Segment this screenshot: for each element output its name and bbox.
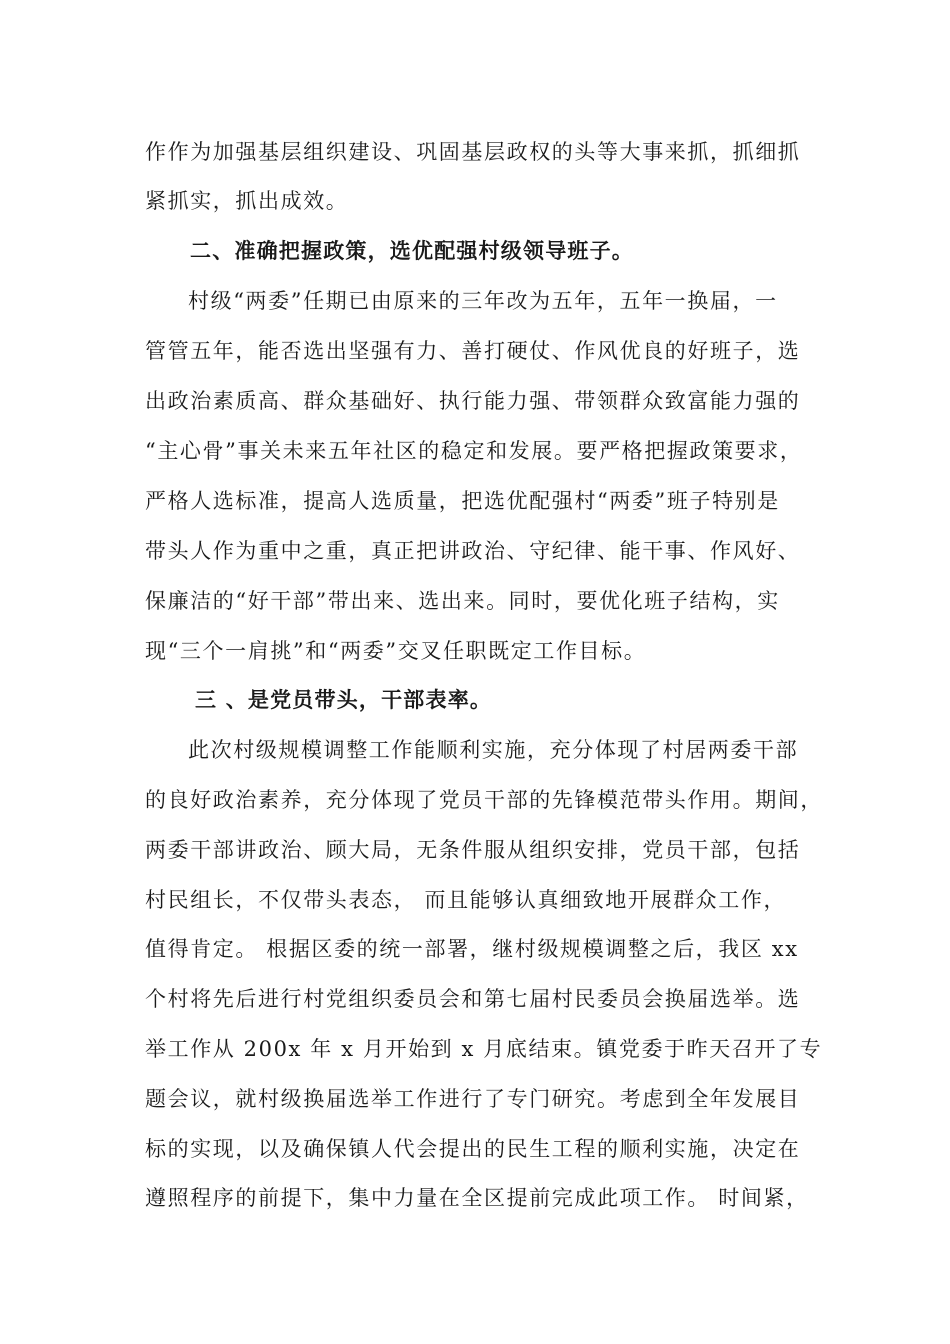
section-heading-3: 三 、是党员带头，干部表率。	[195, 687, 493, 712]
body-text-line: 保廉洁的“好干部”带出来、选出来。同时，要优化班子结构，实	[145, 589, 780, 613]
body-text-line: 遵照程序的前提下，集中力量在全区提前完成此项工作。 时间紧，	[145, 1186, 809, 1210]
body-text-line: 两委干部讲政治、顾大局，无条件服从组织安排，党员干部，包括	[145, 838, 801, 862]
body-text-line: 个村将先后进行村党组织委员会和第七届村民委员会换届选举。选	[145, 987, 801, 1011]
body-text-line: 现“三个一肩挑”和“两委”交叉任职既定工作目标。	[145, 639, 647, 663]
body-text-line: 管管五年，能否选出坚强有力、善打硬仗、作风优良的好班子，选	[145, 339, 801, 363]
body-text-line: 题会议，就村级换届选举工作进行了专门研究。考虑到全年发展目	[145, 1087, 801, 1111]
body-text-line: 紧抓实，抓出成效。	[145, 189, 349, 213]
body-text-line: 带头人作为重中之重，真正把讲政治、守纪律、能干事、作风好、	[145, 539, 801, 563]
body-text-line: 标的实现，以及确保镇人代会提出的民生工程的顺利实施，决定在	[145, 1137, 801, 1161]
body-text-line: 的良好政治素养，充分体现了党员干部的先锋模范带头作用。期间，	[145, 788, 823, 812]
body-text-line: “主心骨”事关未来五年社区的稳定和发展。要严格把握政策要求，	[145, 439, 803, 463]
body-text-line: 值得肯定。 根据区委的统一部署，继村级规模调整之后，我区 xx	[145, 937, 799, 961]
body-text-line: 出政治素质高、群众基础好、执行能力强、带领群众致富能力强的	[145, 389, 801, 413]
paragraph-first-line: 此次村级规模调整工作能顺利实施，充分体现了村居两委干部	[188, 738, 799, 762]
section-heading-2: 二、准确把握政策，选优配强村级领导班子。	[190, 238, 634, 263]
body-text-line: 举工作从 200x 年 x 月开始到 x 月底结束。镇党委于昨天召开了专	[145, 1037, 823, 1061]
paragraph-first-line: 村级“两委”任期已由原来的三年改为五年，五年一换届，一	[188, 289, 778, 313]
body-text-line: 作作为加强基层组织建设、巩固基层政权的头等大事来抓，抓细抓	[145, 140, 801, 164]
body-text-line: 村民组长，不仅带头表态， 而且能够认真细致地开展群众工作，	[145, 888, 787, 912]
body-text-line: 严格人选标准，提高人选质量，把选优配强村“两委”班子特别是	[145, 489, 780, 513]
